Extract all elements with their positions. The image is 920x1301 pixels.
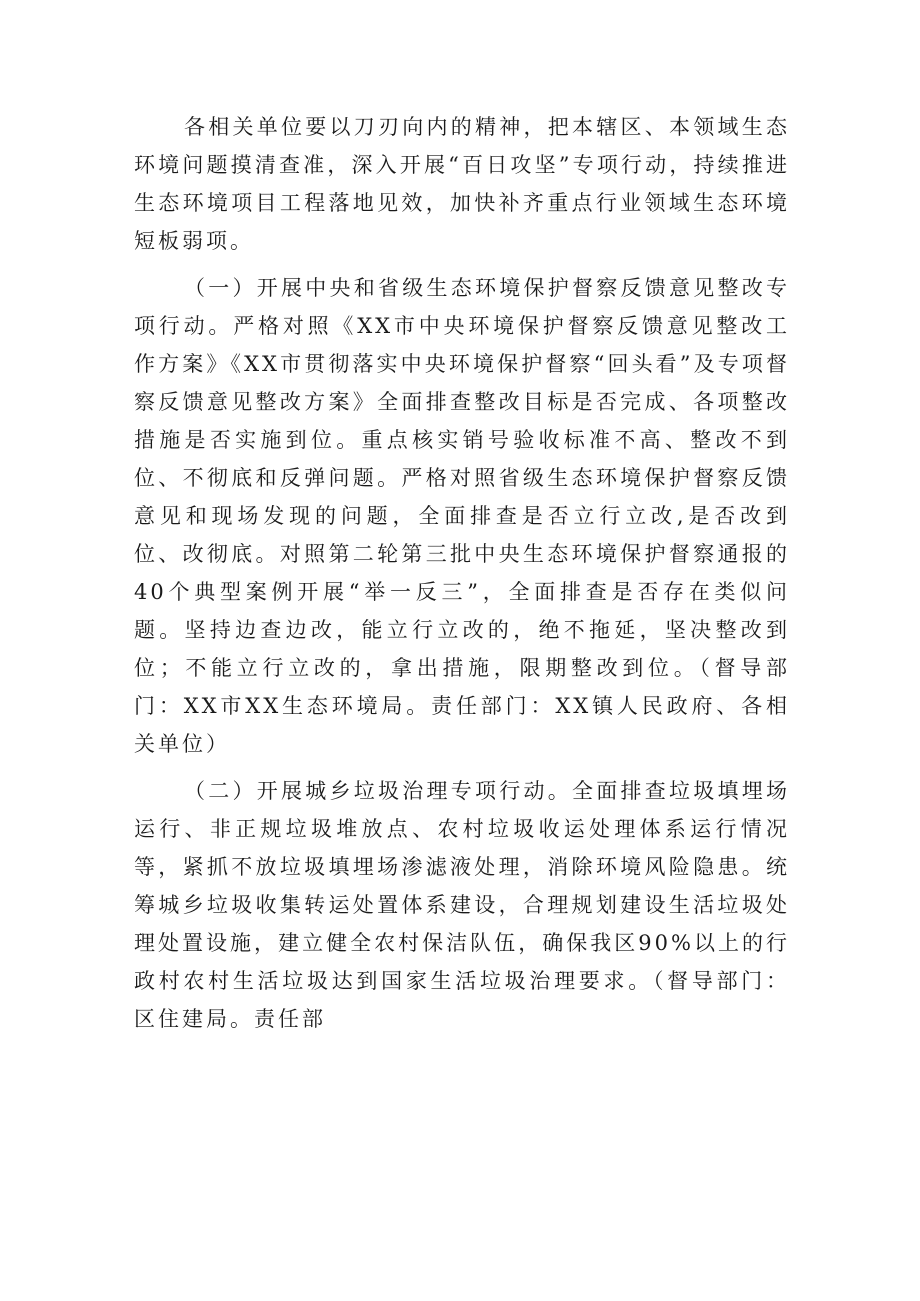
section-2-paragraph: （二）开展城乡垃圾治理专项行动。全面排查垃圾填埋场运行、非正规垃圾堆放点、农村垃圾收运处理体系运行情况等，紧抓不放垃圾填埋场渗滤液处理，消除环境风险隐患。统筹城乡垃圾收集转运处置体系建设，合理规划建设生活垃圾处理处置设施，建立健全农村保洁队伍，确保我区90%以上的行政村农村生活垃圾达到国家生活垃圾治理要求。（督导部门：区住建局。责任部 (134, 779, 790, 1031)
document-body (134, 108, 790, 1047)
section-1-paragraph: （一）开展中央和省级生态环境保护督察反馈意见整改专项行动。严格对照《XX市中央环境保护督察反馈意见整改工作方案》《XX市贯彻落实中央环境保护督察“回头看”及专项督察反馈意见整改方案》全面排查整改目标是否完成、各项整改措施是否实施到位。重点核实销号验收标准不高、整改不到位、不彻底和反弹问题。严格对照省级生态环境保护督察反馈意见和现场发现的问题，全面排查是否立行立改,是否改到位、改彻底。对照第二轮第三批中央生态环境保护督察通报的40个典型案例开展“举一反三”，全面排查是否存在类似问题。坚持边查边改，能立行立改的，绝不拖延，坚决整改到位；不能立行立改的，拿出措施，限期整改到位。（督导部门：XX市XX生态环境局。责任部门：XX镇人民政府、各相关单位） (134, 276, 790, 756)
intro-paragraph: 各相关单位要以刀刃向内的精神，把本辖区、本领域生态环境问题摸清查准，深入开展“百日攻坚”专项行动，持续推进生态环境项目工程落地见效，加快补齐重点行业领域生态环境短板弱项。 (134, 115, 790, 253)
